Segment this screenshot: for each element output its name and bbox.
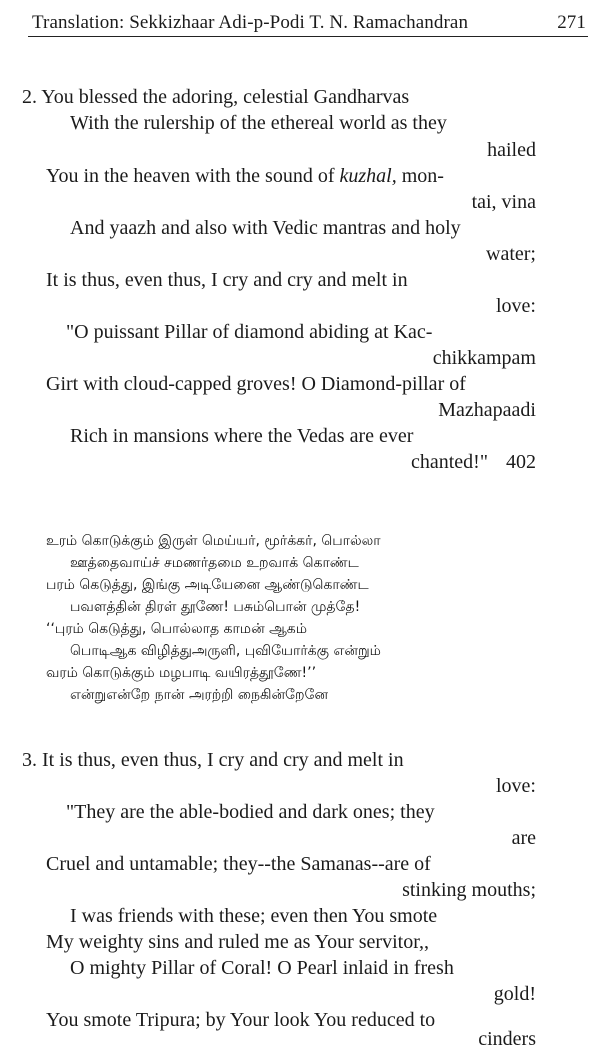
verse-line: And yaazh and also with Vedic mantras and holy bbox=[70, 217, 461, 239]
verse-line: stinking mouths; bbox=[402, 879, 536, 901]
verse-line: 3. It is thus, even thus, I cry and cry and melt in bbox=[22, 749, 404, 771]
verse-line: love: bbox=[496, 295, 536, 317]
tamil-line: என்றுஎன்றே நான் அரற்றி நைகின்றேனே bbox=[70, 687, 329, 703]
tamil-line: பொடிஆக விழித்துஅருளி, புவியோர்க்கு என்றும் bbox=[70, 643, 381, 659]
verse-line: O mighty Pillar of Coral! O Pearl inlaid in fresh bbox=[70, 957, 454, 979]
verse-line: 2. You blessed the adoring, celestial Gandharvas bbox=[22, 86, 410, 108]
verse-line: Cruel and untamable; they--the Samanas--are of bbox=[46, 853, 431, 875]
running-title: Translation: Sekkizhaar Adi-p-Podi T. N. Ramachandran bbox=[32, 12, 469, 33]
verse-line: "O puissant Pillar of diamond abiding at Kac- bbox=[66, 321, 433, 343]
tamil-line: பரம் கெடுத்து, இங்கு அடியேனை ஆண்டுகொண்ட bbox=[46, 577, 369, 593]
tamil-line: உரம் கொடுக்கும் இருள் மெய்யர், மூர்க்கர், பொல்லா bbox=[46, 533, 381, 549]
verse-line: I was friends with these; even then You smote bbox=[70, 905, 438, 927]
verse-line: My weighty sins and ruled me as Your servitor,, bbox=[46, 931, 430, 953]
verse-line: are bbox=[511, 827, 536, 849]
verse-line: You smote Tripura; by Your look You reduced to bbox=[46, 1009, 436, 1031]
verse-text: mon- bbox=[396, 165, 444, 187]
verse-line: Rich in mansions where the Vedas are ever bbox=[70, 425, 414, 447]
verse-line: "They are the able-bodied and dark ones; they bbox=[66, 801, 435, 823]
verse-line: Mazhapaadi bbox=[438, 399, 536, 421]
page-number: 271 bbox=[557, 12, 586, 33]
verse-line: gold! bbox=[493, 983, 536, 1005]
verse-line: love: bbox=[496, 775, 536, 797]
verse-line: hailed bbox=[487, 139, 536, 161]
tamil-line: வரம் கொடுக்கும் மழபாடி வயிரத்தூணே!’’ bbox=[46, 665, 317, 681]
tamil-line: பவளத்தின் திரள் தூணே! பசும்பொன் முத்தே! bbox=[70, 599, 361, 615]
verse-line bbox=[46, 163, 444, 189]
verse-line: water; bbox=[486, 243, 536, 265]
verse-line: It is thus, even thus, I cry and cry and melt in bbox=[46, 269, 408, 291]
verse-line: chikkampam bbox=[432, 347, 536, 369]
running-header bbox=[28, 8, 588, 37]
verse-text: You in the heaven with the sound of bbox=[46, 165, 340, 187]
verse-number: 402 bbox=[506, 451, 536, 473]
tamil-line: ஊத்தைவாய்ச் சமணர்தமை உறவாக் கொண்ட bbox=[70, 555, 359, 571]
italic-word: kuzhal, bbox=[339, 165, 397, 187]
tamil-line: ‘‘புரம் கெடுத்து, பொல்லாத காமன் ஆகம் bbox=[46, 621, 308, 637]
verse-line: tai, vina bbox=[471, 191, 536, 213]
verse-line: With the rulership of the ethereal world as they bbox=[70, 112, 447, 134]
verse-line: chanted!" bbox=[410, 451, 488, 473]
verse-line: cinders bbox=[478, 1028, 536, 1050]
verse-line: Girt with cloud-capped groves! O Diamond-pillar of bbox=[46, 373, 466, 395]
